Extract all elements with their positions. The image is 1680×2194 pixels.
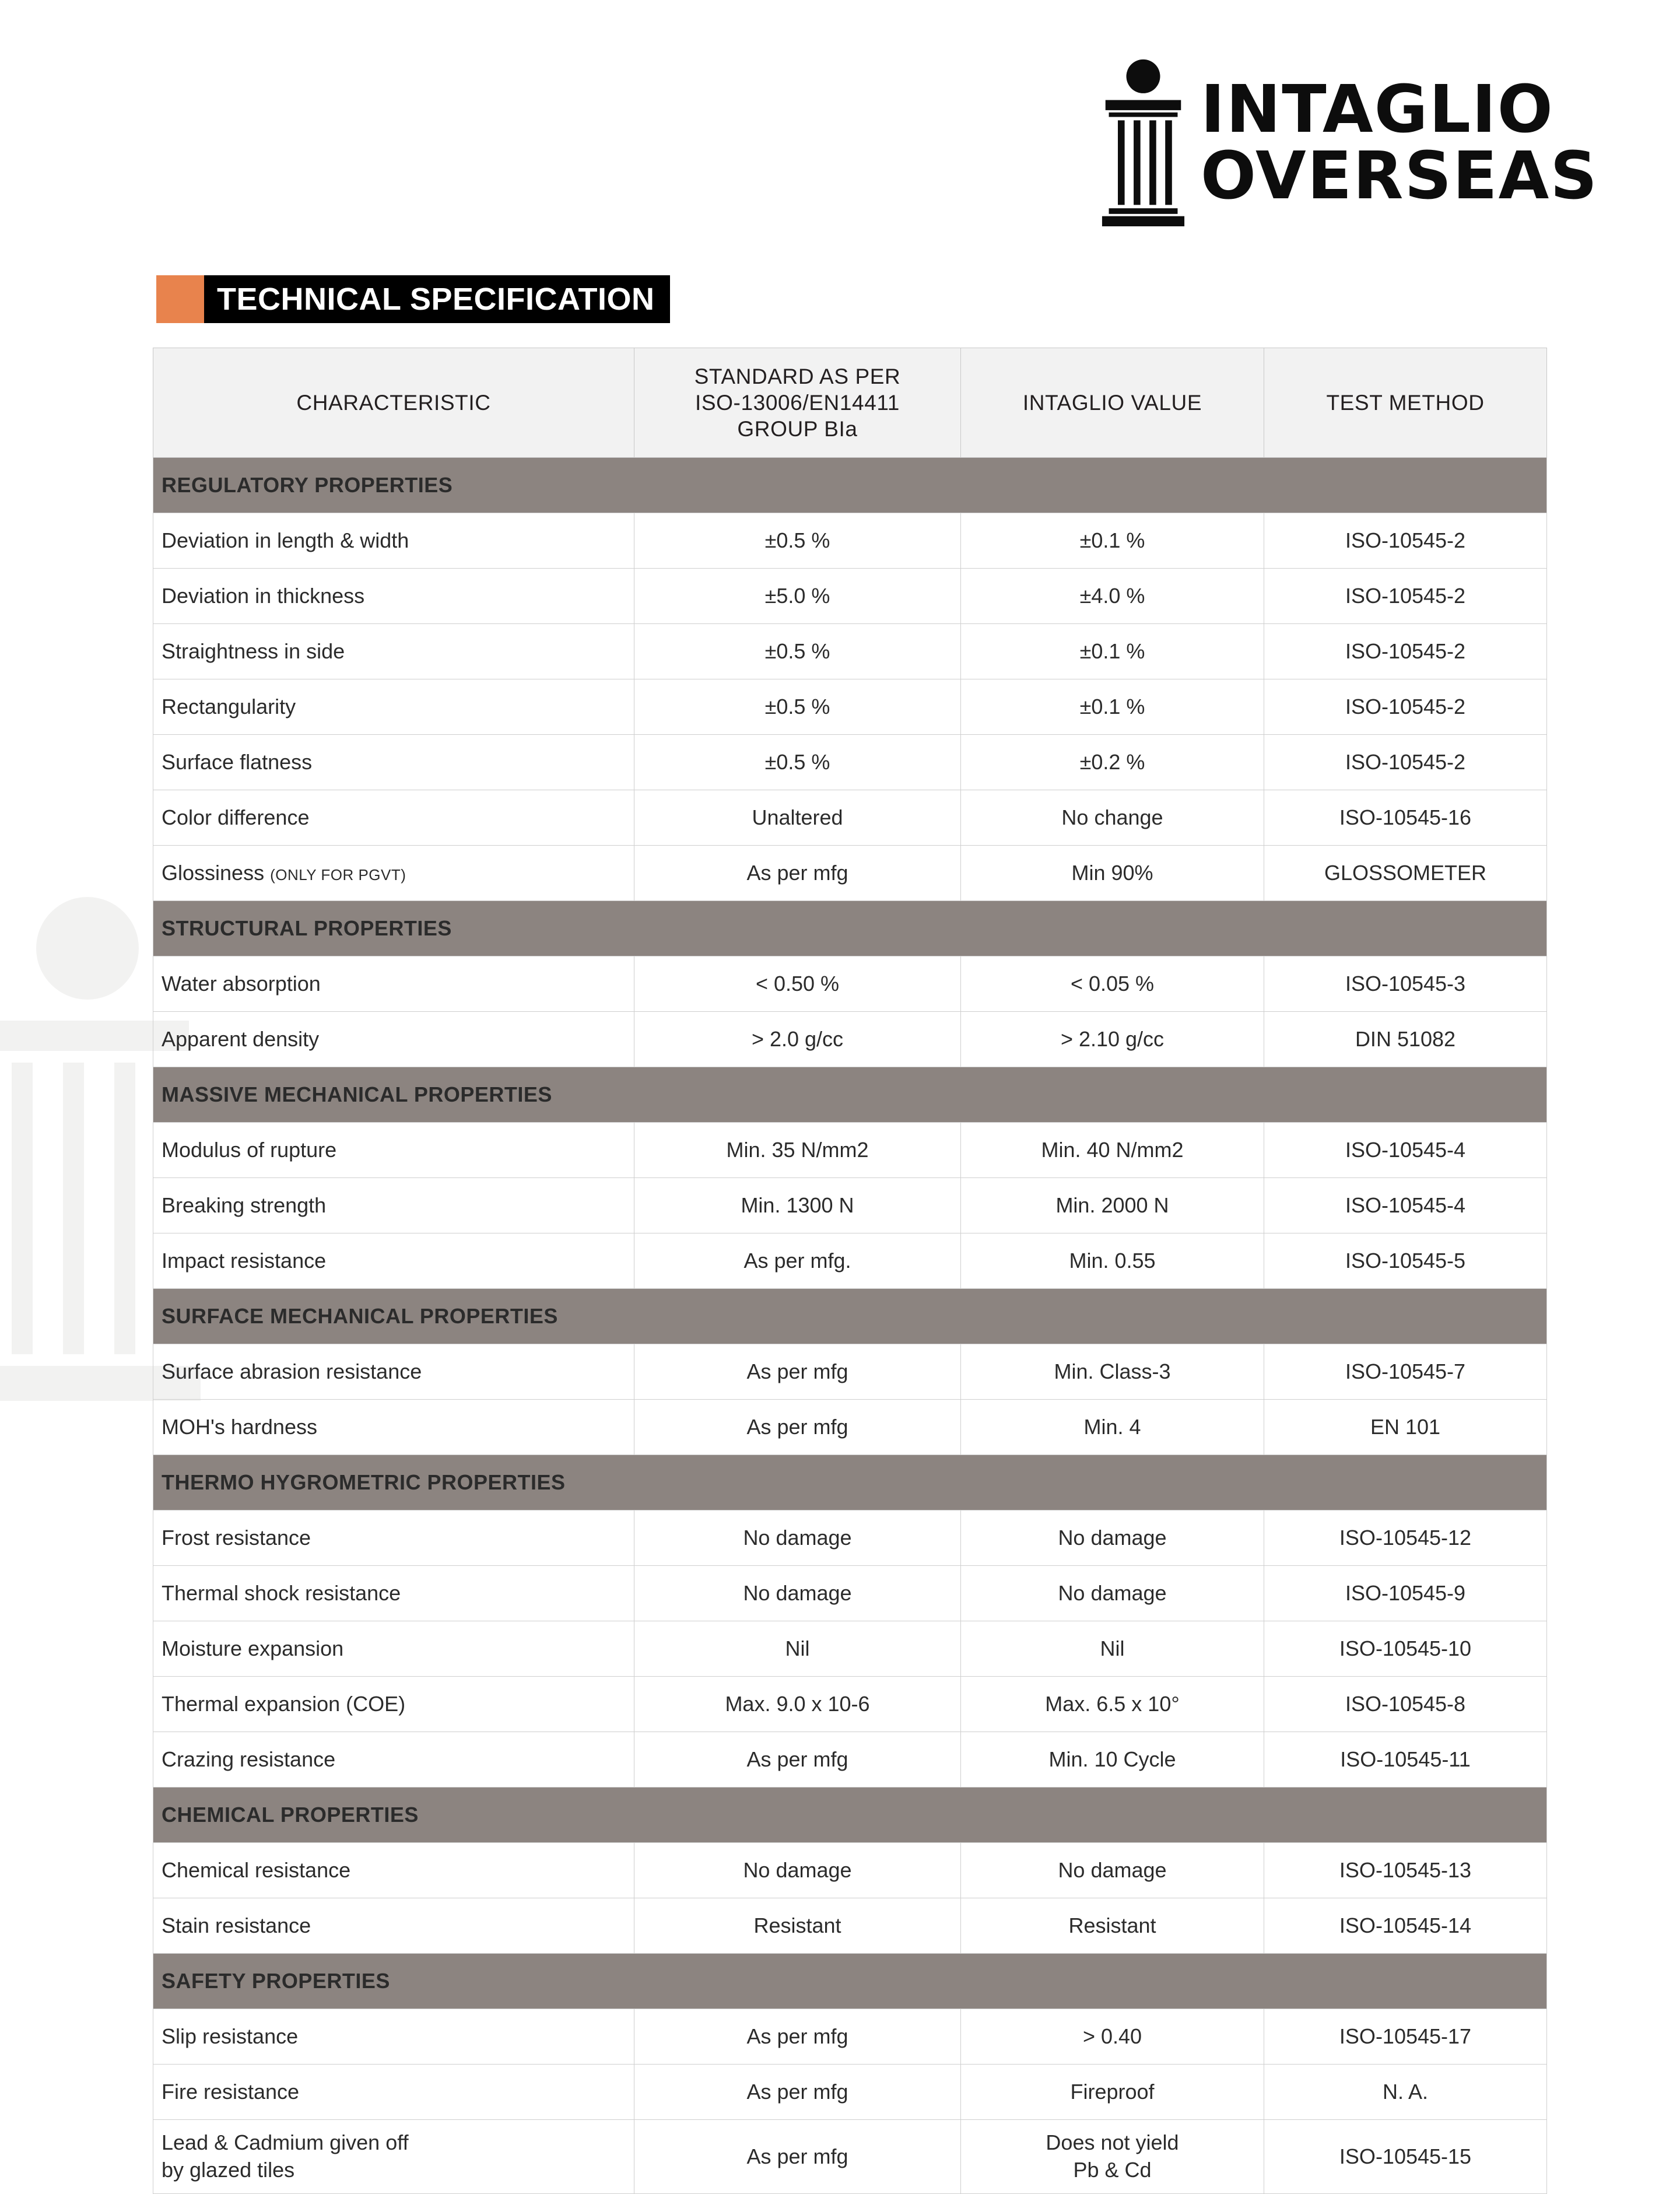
cell-characteristic: Impact resistance (153, 1233, 634, 1289)
cell-intaglio-value: > 2.10 g/cc (961, 1012, 1264, 1067)
cell-standard: As per mfg (634, 2065, 961, 2120)
cell-characteristic: MOH's hardness (153, 1400, 634, 1455)
cell-intaglio-value: Min. 4 (961, 1400, 1264, 1455)
cell-characteristic: Crazing resistance (153, 1732, 634, 1788)
cell-intaglio-value: No damage (961, 1510, 1264, 1566)
cell-test-method: ISO-10545-8 (1264, 1677, 1547, 1732)
cell-standard: No damage (634, 1843, 961, 1898)
cell-test-method: DIN 51082 (1264, 1012, 1547, 1067)
cell-characteristic: Apparent density (153, 1012, 634, 1067)
table-section-header (153, 1455, 1547, 1510)
cell-test-method: ISO-10545-11 (1264, 1732, 1547, 1788)
table-row (153, 1178, 1547, 1233)
brand-logo (1101, 55, 1598, 230)
cell-test-method: ISO-10545-2 (1264, 735, 1547, 790)
cell-standard: ±5.0 % (634, 569, 961, 624)
table-section-header (153, 458, 1547, 513)
table-row (153, 1123, 1547, 1178)
cell-intaglio-value: Does not yield Pb & Cd (961, 2120, 1264, 2194)
table-row (153, 1012, 1547, 1067)
cell-test-method: ISO-10545-14 (1264, 1898, 1547, 1954)
cell-standard: As per mfg (634, 1732, 961, 1788)
table-row (153, 956, 1547, 1012)
cell-standard: As per mfg (634, 2009, 961, 2065)
table-row (153, 735, 1547, 790)
logo-text-line1: INTAGLIO (1200, 71, 1554, 148)
cell-characteristic: Frost resistance (153, 1510, 634, 1566)
table-row (153, 679, 1547, 735)
cell-standard: Min. 35 N/mm2 (634, 1123, 961, 1178)
cell-standard: Unaltered (634, 790, 961, 846)
column-header-characteristic: CHARACTERISTIC (153, 348, 634, 458)
cell-standard: No damage (634, 1566, 961, 1621)
column-header-standard-line2: ISO-13006/EN14411 (695, 391, 900, 415)
cell-characteristic: Deviation in length & width (153, 513, 634, 569)
cell-test-method: GLOSSOMETER (1264, 846, 1547, 901)
column-header-standard (634, 348, 961, 458)
cell-intaglio-value: Min. 40 N/mm2 (961, 1123, 1264, 1178)
cell-intaglio-value: Min. 0.55 (961, 1233, 1264, 1289)
table-section-title: REGULATORY PROPERTIES (153, 458, 1547, 513)
cell-standard: Resistant (634, 1898, 961, 1954)
cell-standard: Max. 9.0 x 10-6 (634, 1677, 961, 1732)
cell-standard: As per mfg. (634, 1233, 961, 1289)
cell-test-method: ISO-10545-2 (1264, 569, 1547, 624)
table-header-row (153, 348, 1547, 458)
table-row (153, 1510, 1547, 1566)
table-row (153, 1843, 1547, 1898)
cell-characteristic: Lead & Cadmium given off by glazed tiles (153, 2120, 634, 2194)
table-row (153, 790, 1547, 846)
column-header-standard-line3: GROUP BIa (737, 417, 858, 441)
cell-intaglio-value: No damage (961, 1843, 1264, 1898)
cell-intaglio-value: ±0.1 % (961, 624, 1264, 679)
cell-characteristic: Modulus of rupture (153, 1123, 634, 1178)
table-row (153, 2120, 1547, 2194)
table-section-title: SURFACE MECHANICAL PROPERTIES (153, 1289, 1547, 1344)
table-section-title: MASSIVE MECHANICAL PROPERTIES (153, 1067, 1547, 1123)
logo-text-line2: OVERSEAS (1200, 138, 1598, 214)
cell-characteristic: Rectangularity (153, 679, 634, 735)
cell-test-method: ISO-10545-2 (1264, 624, 1547, 679)
cell-intaglio-value: No change (961, 790, 1264, 846)
cell-test-method: ISO-10545-13 (1264, 1843, 1547, 1898)
table-row (153, 2065, 1547, 2120)
cell-intaglio-value: Max. 6.5 x 10° (961, 1677, 1264, 1732)
table-section-header (153, 1067, 1547, 1123)
table-row (153, 1621, 1547, 1677)
table-row (153, 1898, 1547, 1954)
cell-standard: ±0.5 % (634, 513, 961, 569)
cell-characteristic: Surface flatness (153, 735, 634, 790)
table-section-title: CHEMICAL PROPERTIES (153, 1788, 1547, 1843)
table-row (153, 846, 1547, 901)
cell-test-method: ISO-10545-17 (1264, 2009, 1547, 2065)
table-row (153, 1233, 1547, 1289)
cell-intaglio-value: ±4.0 % (961, 569, 1264, 624)
cell-intaglio-value: Min. 2000 N (961, 1178, 1264, 1233)
cell-test-method: N. A. (1264, 2065, 1547, 2120)
cell-characteristic: Straightness in side (153, 624, 634, 679)
table-row (153, 2009, 1547, 2065)
cell-characteristic: Slip resistance (153, 2009, 634, 2065)
table-row (153, 1400, 1547, 1455)
cell-intaglio-value: No damage (961, 1566, 1264, 1621)
cell-characteristic: Deviation in thickness (153, 569, 634, 624)
cell-intaglio-value: Min. 10 Cycle (961, 1732, 1264, 1788)
cell-standard: As per mfg (634, 846, 961, 901)
cell-characteristic: Fire resistance (153, 2065, 634, 2120)
cell-standard: As per mfg (634, 2120, 961, 2194)
cell-test-method: ISO-10545-4 (1264, 1123, 1547, 1178)
table-section-header (153, 1954, 1547, 2009)
cell-characteristic: Moisture expansion (153, 1621, 634, 1677)
page-title (156, 275, 670, 323)
table-row (153, 1732, 1547, 1788)
table-row (153, 569, 1547, 624)
cell-characteristic: Glossiness (ONLY FOR PGVT) (153, 846, 634, 901)
cell-intaglio-value: Min 90% (961, 846, 1264, 901)
cell-test-method: ISO-10545-12 (1264, 1510, 1547, 1566)
table-section-header (153, 901, 1547, 956)
cell-intaglio-value: ±0.2 % (961, 735, 1264, 790)
table-row (153, 624, 1547, 679)
cell-standard: As per mfg (634, 1344, 961, 1400)
cell-test-method: ISO-10545-7 (1264, 1344, 1547, 1400)
title-color-swatch (156, 275, 204, 323)
cell-characteristic: Stain resistance (153, 1898, 634, 1954)
cell-standard: ±0.5 % (634, 624, 961, 679)
cell-test-method: ISO-10545-4 (1264, 1178, 1547, 1233)
cell-characteristic: Surface abrasion resistance (153, 1344, 634, 1400)
cell-test-method: ISO-10545-16 (1264, 790, 1547, 846)
table-row (153, 1566, 1547, 1621)
pillar-icon (1101, 55, 1186, 230)
cell-test-method: ISO-10545-5 (1264, 1233, 1547, 1289)
technical-specification-table (153, 348, 1547, 2194)
table-row (153, 513, 1547, 569)
cell-characteristic: Thermal shock resistance (153, 1566, 634, 1621)
cell-test-method: ISO-10545-2 (1264, 513, 1547, 569)
cell-intaglio-value: < 0.05 % (961, 956, 1264, 1012)
cell-intaglio-value: ±0.1 % (961, 513, 1264, 569)
cell-standard: Nil (634, 1621, 961, 1677)
cell-standard: No damage (634, 1510, 961, 1566)
cell-intaglio-value: ±0.1 % (961, 679, 1264, 735)
cell-intaglio-value: > 0.40 (961, 2009, 1264, 2065)
cell-test-method: ISO-10545-3 (1264, 956, 1547, 1012)
cell-test-method: ISO-10545-15 (1264, 2120, 1547, 2194)
cell-characteristic: Water absorption (153, 956, 634, 1012)
table-row (153, 1677, 1547, 1732)
table-section-title: STRUCTURAL PROPERTIES (153, 901, 1547, 956)
cell-characteristic: Breaking strength (153, 1178, 634, 1233)
cell-characteristic: Chemical resistance (153, 1843, 634, 1898)
page-title-text: TECHNICAL SPECIFICATION (204, 275, 670, 323)
cell-test-method: ISO-10545-10 (1264, 1621, 1547, 1677)
cell-intaglio-value: Nil (961, 1621, 1264, 1677)
column-header-standard-line1: STANDARD AS PER (694, 365, 901, 388)
column-header-test-method: TEST METHOD (1264, 348, 1547, 458)
table-section-header (153, 1788, 1547, 1843)
cell-standard: Min. 1300 N (634, 1178, 961, 1233)
table-section-title: THERMO HYGROMETRIC PROPERTIES (153, 1455, 1547, 1510)
cell-standard: < 0.50 % (634, 956, 961, 1012)
column-header-intaglio-value: INTAGLIO VALUE (961, 348, 1264, 458)
cell-characteristic: Thermal expansion (COE) (153, 1677, 634, 1732)
cell-test-method: EN 101 (1264, 1400, 1547, 1455)
cell-intaglio-value: Resistant (961, 1898, 1264, 1954)
table-section-header (153, 1289, 1547, 1344)
cell-standard: ±0.5 % (634, 679, 961, 735)
table-row (153, 1344, 1547, 1400)
cell-standard: As per mfg (634, 1400, 961, 1455)
table-section-title: SAFETY PROPERTIES (153, 1954, 1547, 2009)
cell-intaglio-value: Min. Class-3 (961, 1344, 1264, 1400)
cell-characteristic: Color difference (153, 790, 634, 846)
cell-note: (ONLY FOR PGVT) (270, 866, 406, 884)
cell-standard: > 2.0 g/cc (634, 1012, 961, 1067)
cell-test-method: ISO-10545-9 (1264, 1566, 1547, 1621)
cell-standard: ±0.5 % (634, 735, 961, 790)
cell-intaglio-value: Fireproof (961, 2065, 1264, 2120)
cell-test-method: ISO-10545-2 (1264, 679, 1547, 735)
